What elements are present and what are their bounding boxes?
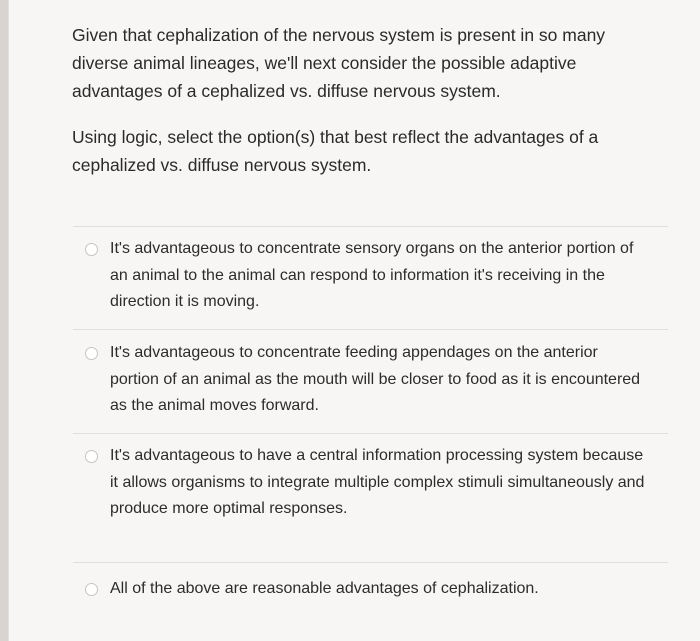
divider <box>73 329 668 330</box>
divider <box>73 562 668 563</box>
question-paragraph-2: Using logic, select the option(s) that best reflect the advantages of a cephalized vs. diffuse nervous system. <box>72 127 599 175</box>
answer-option-label: It's advantageous to have a central information processing system because it allows organisms to integrate multiple complex stimuli simultaneously and produce more optimal responses. <box>110 447 645 517</box>
answer-option-3[interactable] <box>85 443 645 523</box>
answer-option-label: It's advantageous to concentrate sensory organs on the anterior portion of an animal to the animal can respond to information it's receiving in the direction it is moving. <box>110 240 634 310</box>
radio-button-icon[interactable] <box>85 583 98 596</box>
answer-option-label: All of the above are reasonable advantages of cephalization. <box>110 580 539 597</box>
question-card <box>8 0 700 641</box>
divider <box>73 226 668 227</box>
answer-option-label: It's advantageous to concentrate feeding appendages on the anterior portion of an animal as the mouth will be closer to food as it is encountered as the animal moves forward. <box>110 344 641 414</box>
radio-button-icon[interactable] <box>85 347 98 360</box>
divider <box>73 433 668 434</box>
question-prompt <box>72 21 642 197</box>
radio-button-icon[interactable] <box>85 450 98 463</box>
answer-option-1[interactable] <box>85 236 645 316</box>
radio-button-icon[interactable] <box>85 243 98 256</box>
question-paragraph-1: Given that cephalization of the nervous system is present in so many diverse animal lineages, we'll next consider the possible adaptive advantages of a cephalized vs. diffuse nervous system. <box>72 25 606 101</box>
answer-option-4[interactable] <box>85 576 645 603</box>
answer-option-2[interactable] <box>85 340 645 420</box>
